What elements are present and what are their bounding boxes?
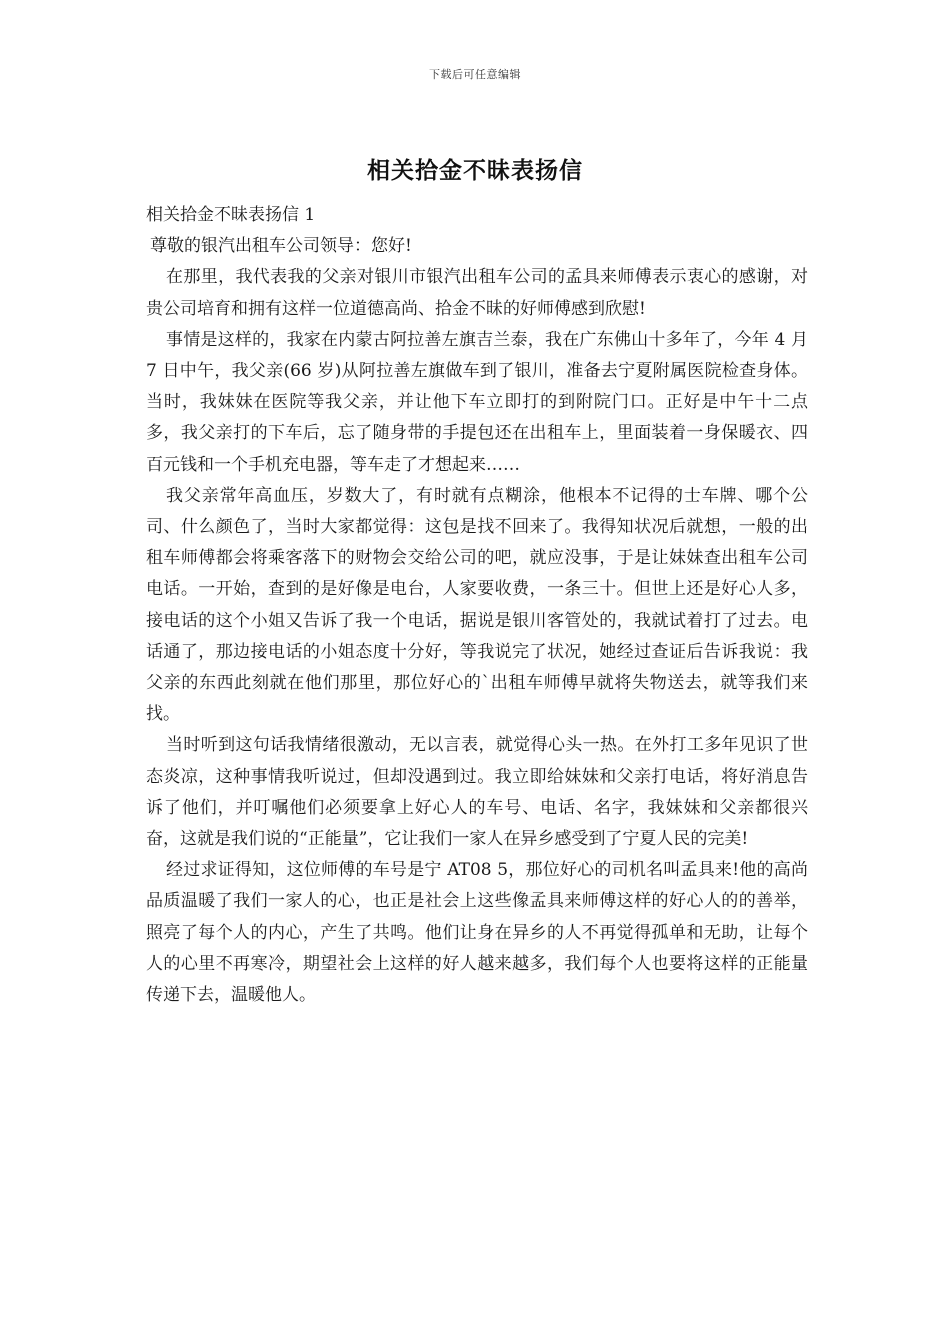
paragraph-2: 事情是这样的，我家在内蒙古阿拉善左旗吉兰泰，我在广东佛山十多年了，今年 4 月 7 日中午，我父亲(66 岁)从阿拉善左旗做车到了银川，准备去宁夏附属医院检查身体。当时，我妹妹在医院等我父亲，并让他下车立即打的到附院门口。正好是中午十二点多，我父亲打的下车后，忘了随身带的手提包还在出租车上，里面装着一身保暖衣、四百元钱和一个手机充电器，等车走了才想起来…… [146, 329, 808, 475]
paragraph-3: 我父亲常年高血压，岁数大了，有时就有点糊涂，他根本不记得的士车牌、哪个公司、什么颜色了，当时大家都觉得：这包是找不回来了。我得知状况后就想，一般的出租车师傅都会将乘客落下的财物会交给公司的吧，就应没事，于是让妹妹查出租车公司电话。一开始，查到的是好像是电台，人家要收费，一条三十。但世上还是好心人多，接电话的这个小姐又告诉了我一个电话，据说是银川客管处的，我就试着打了过去。电话通了，那边接电话的小姐态度十分好，等我说完了状况，她经过查证后告诉我说：我父亲的东西此刻就在他们那里，那位好心的`出租车师傅早就将失物送去，就等我们来找。 [146, 485, 808, 725]
paragraph-5: 经过求证得知，这位师傅的车号是宁 AT08 5，那位好心的司机名叫孟具来!他的高尚品质温暖了我们一家人的心，也正是社会上这些像孟具来师傅这样的好心人的的善举，照亮了每个人的内心，产生了共鸣。他们让身在异乡的人不再觉得孤单和无助，让每个人的心里不再寒冷，期望社会上这样的好人越来越多，我们每个人也要将这样的正能量传递下去，温暖他人。 [146, 860, 808, 1006]
letter-body [146, 200, 808, 1011]
letter-subtitle: 相关拾金不昧表扬信 1 [146, 205, 316, 225]
letter-salutation: 尊敬的银汽出租车公司领导：您好! [150, 236, 412, 257]
paragraph-1: 在那里，我代表我的父亲对银川市银汽出租车公司的孟具来师傅表示衷心的感谢，对贵公司培育和拥有这样一位道德高尚、拾金不昧的好师傅感到欣慰! [146, 267, 808, 319]
paragraph-4: 当时听到这句话我情绪很激动，无以言表，就觉得心头一热。在外打工多年见识了世态炎凉，这种事情我听说过，但却没遇到过。我立即给妹妹和父亲打电话，将好消息告诉了他们，并叮嘱他们必须要拿上好心人的车号、电话、名字，我妹妹和父亲都很兴奋，这就是我们说的“正能量”，它让我们一家人在异乡感受到了宁夏人民的完美! [146, 735, 808, 850]
header-note: 下载后可任意编辑 [429, 68, 521, 81]
page-title: 相关拾金不昧表扬信 [367, 157, 583, 184]
